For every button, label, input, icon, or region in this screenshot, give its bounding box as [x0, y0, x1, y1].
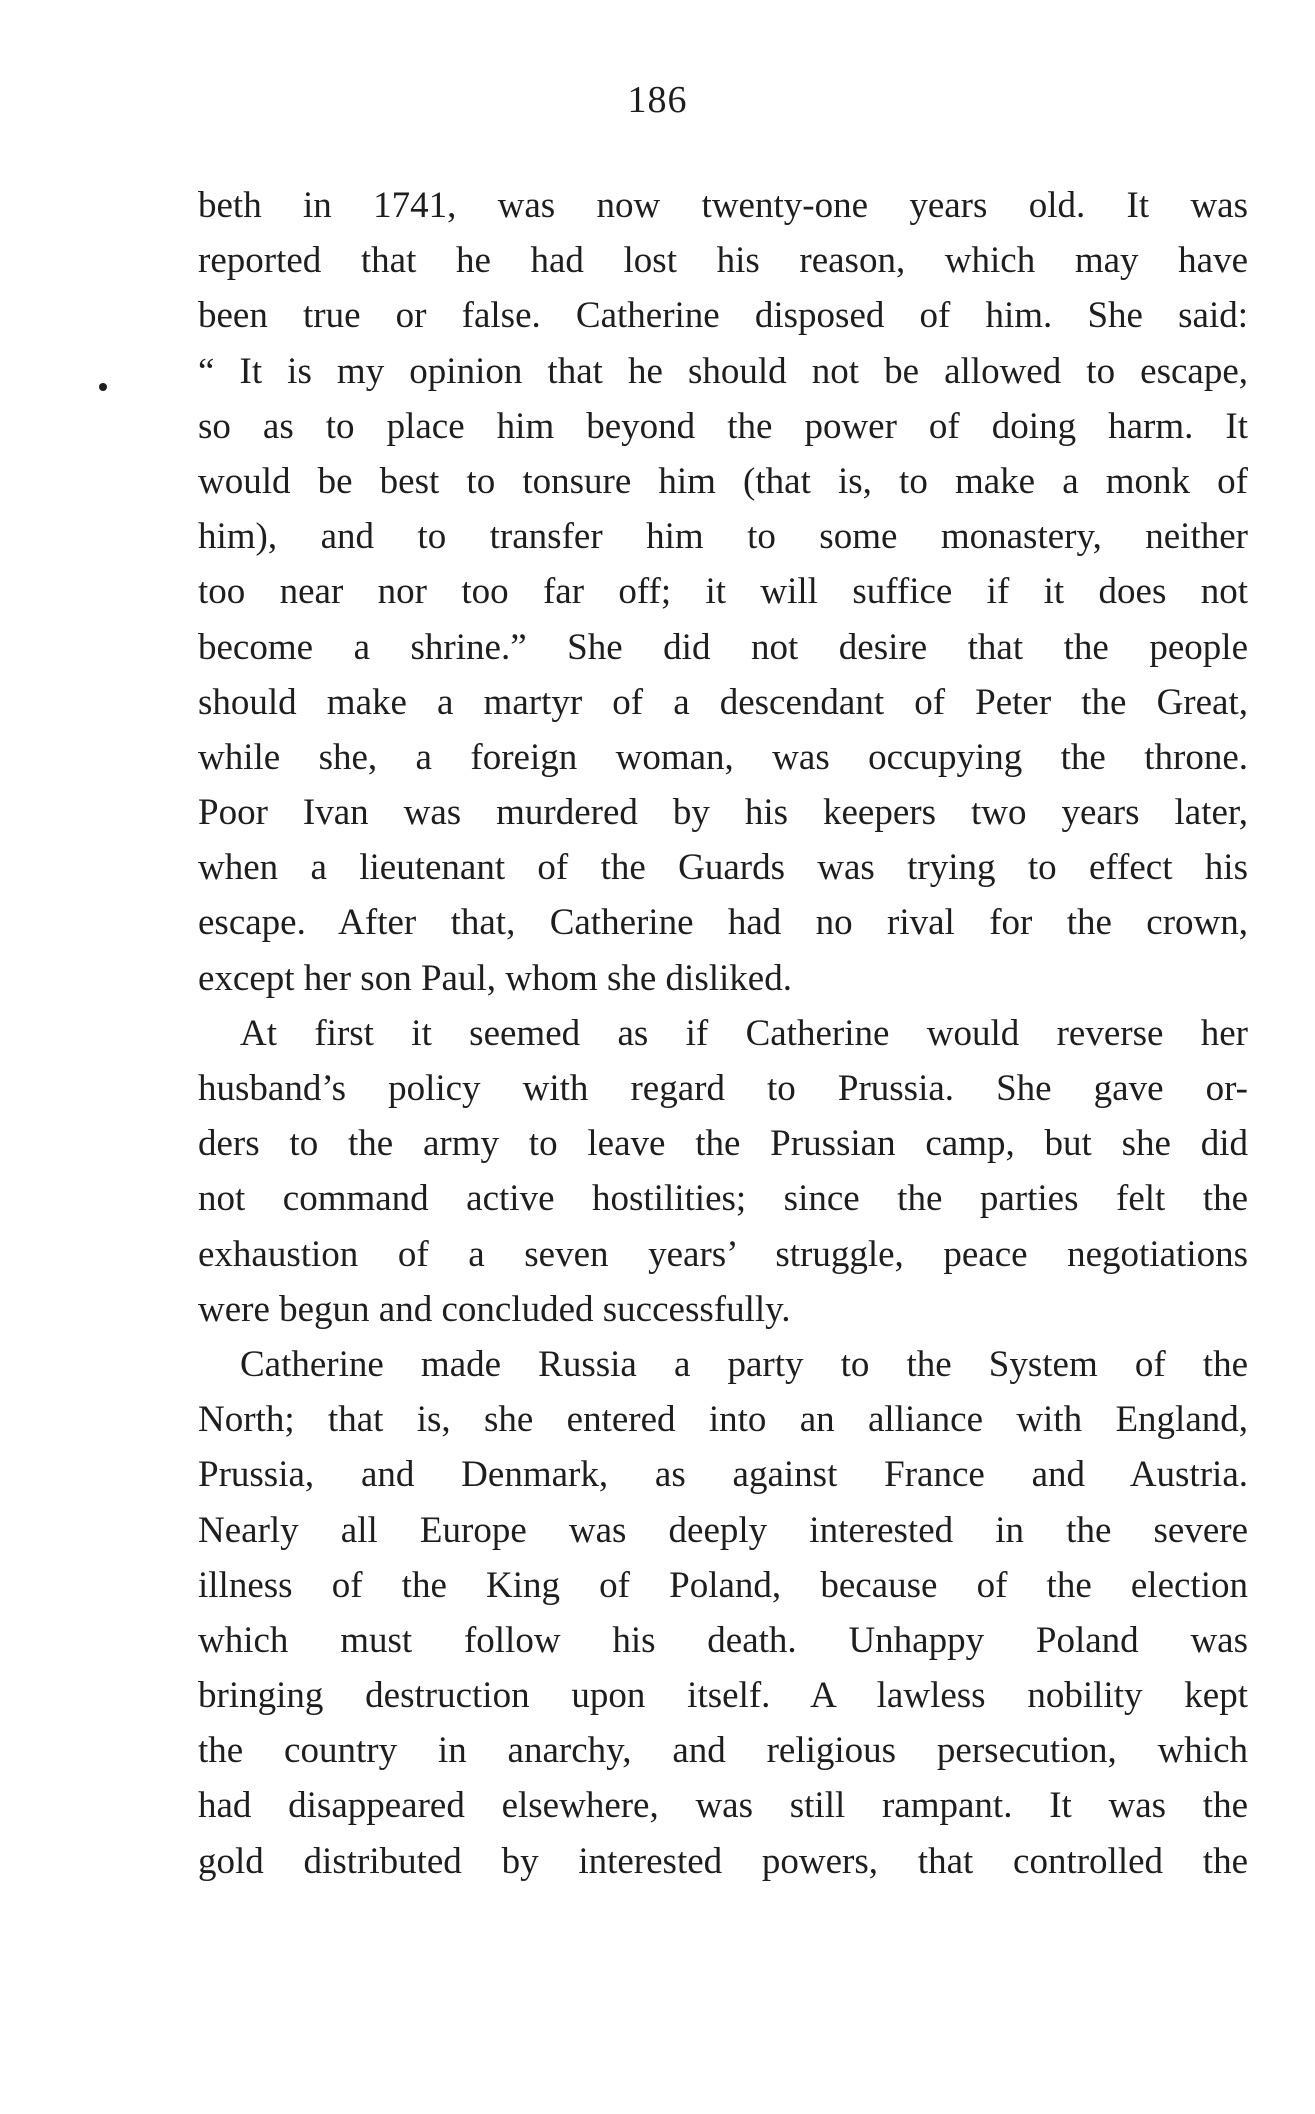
text-line: should make a martyr of a descendant of Peter the Great,: [198, 681, 1248, 723]
text-line: Nearly all Europe was deeply interested in the severe: [198, 1509, 1248, 1551]
text-line: exhaustion of a seven years’ struggle, peace negotiations: [198, 1233, 1248, 1275]
text-line: At first it seemed as if Catherine would reverse her: [240, 1012, 1248, 1054]
text-line: North; that is, she entered into an alliance with England,: [198, 1399, 1248, 1441]
text-line: him), and to transfer him to some monastery, neither: [198, 516, 1248, 558]
text-line: husband’s policy with regard to Prussia. She gave or-: [198, 1068, 1248, 1109]
text-line: which must follow his death. Unhappy Poland was: [198, 1619, 1248, 1661]
paragraph-2: [198, 1006, 1248, 1337]
text-line: while she, a foreign woman, was occupying the throne.: [198, 736, 1248, 778]
text-line: so as to place him beyond the power of doing harm. It: [198, 405, 1248, 447]
text-line: illness of the King of Poland, because of the election: [198, 1564, 1248, 1606]
text-line: the country in anarchy, and religious persecution, which: [198, 1730, 1248, 1772]
text-line: bringing destruction upon itself. A lawless nobility kept: [198, 1675, 1248, 1717]
body-text: [198, 178, 1248, 1889]
paragraph-3: [198, 1337, 1248, 1889]
margin-dot-mark: [99, 383, 107, 391]
text-line: Catherine made Russia a party to the System of the: [240, 1343, 1248, 1385]
text-line: Poor Ivan was murdered by his keepers two years later,: [198, 792, 1248, 834]
paragraph-1: [198, 178, 1248, 1006]
text-line: been true or false. Catherine disposed of him. She said:: [198, 295, 1248, 337]
text-line: reported that he had lost his reason, which may have: [198, 240, 1248, 282]
text-line: beth in 1741, was now twenty-one years old. It was: [198, 185, 1248, 226]
text-line: had disappeared elsewhere, was still rampant. It was the: [198, 1785, 1248, 1827]
page-number: 186: [627, 79, 688, 121]
text-line: except her son Paul, whom she disliked.: [198, 957, 792, 999]
text-line: ders to the army to leave the Prussian camp, but she did: [198, 1123, 1248, 1165]
text-line: not command active hostilities; since the parties felt the: [198, 1178, 1248, 1220]
text-line: escape. After that, Catherine had no rival for the crown,: [198, 902, 1248, 944]
text-line: too near nor too far off; it will suffice if it does not: [198, 571, 1248, 613]
text-line: Prussia, and Denmark, as against France and Austria.: [198, 1454, 1248, 1496]
text-line: were begun and concluded successfully.: [198, 1288, 791, 1330]
text-line: when a lieutenant of the Guards was trying to effect his: [198, 847, 1248, 889]
text-line: gold distributed by interested powers, that controlled the: [198, 1840, 1248, 1882]
text-line: “ It is my opinion that he should not be allowed to escape,: [198, 350, 1248, 392]
text-line: become a shrine.” She did not desire that the people: [198, 626, 1248, 668]
text-line: would be best to tonsure him (that is, to make a monk of: [198, 460, 1248, 502]
